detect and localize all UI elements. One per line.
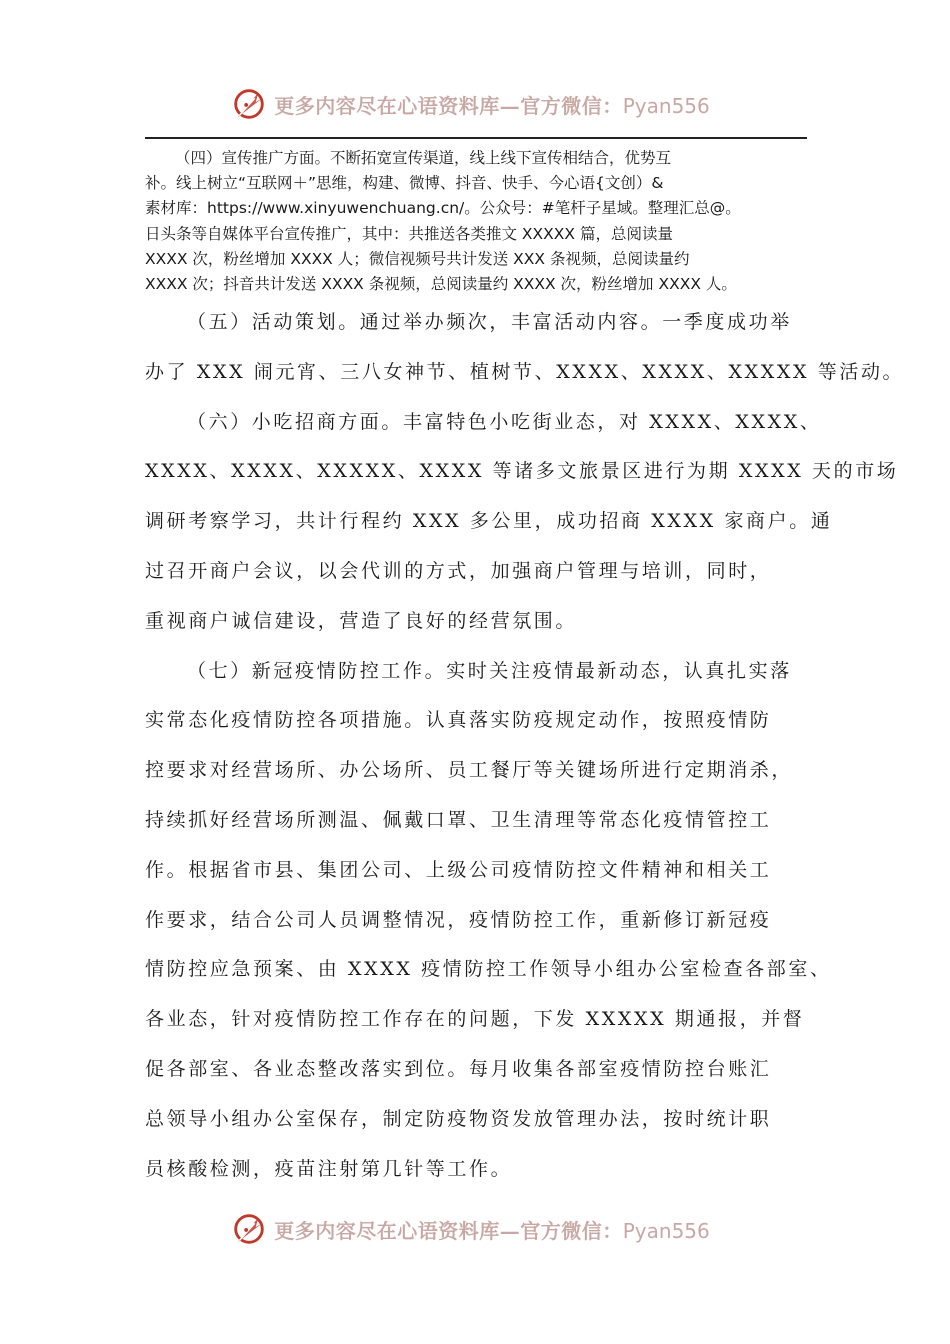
text-line: 办了 XXX 闹元宵、三八女神节、植树节、XXXX、XXXX、XXXXX 等活动。 [145,360,905,383]
header-banner [0,84,950,124]
text-line: 持续抓好经营场所测温、佩戴口罩、卫生清理等常态化疫情管控工 [145,808,772,831]
text-line: 补。线上树立“互联网＋”思维，构建、微博、抖音、快手、今心语{文创）& [145,174,664,193]
text-line: 总领导小组办公室保存，制定防疫物资发放管理办法，按时统计职 [145,1107,772,1130]
text-line: XXXX 次；抖音共计发送 XXXX 条视频，总阅读量约 XXXX 次，粉丝增加 XXXX 人。 [145,275,737,294]
text-line: 日头条等自媒体平台宣传推广，其中：共推送各类推文 XXXXX 篇，总阅读量 [145,224,673,243]
text-line: （五）活动策划。通过举办频次，丰富活动内容。一季度成功举 [187,311,792,333]
footer-banner [0,1209,950,1249]
text-line: 素材库：https://www.xinyuwenchuang.cn/。公众号：#笔杆子星域。整理汇总@。 [145,199,741,218]
text-line: XXXX、XXXX、XXXXX、XXXX 等诸多文旅景区进行为期 XXXX 天的市场 [145,460,899,483]
text-line: 过召开商户会议，以会代训的方式，加强商户管理与培训，同时， [145,559,772,582]
banner-text: 更多内容尽在心语资料库—官方微信：Pyan556 [274,93,710,118]
text-line: （四）宣传推广方面。不断拓宽宣传渠道，线上线下宣传相结合，优势互 [175,149,672,167]
banner-wechat-id: Pyan556 [622,1218,710,1243]
document-body [145,306,905,1202]
paragraph-promotion [145,146,815,297]
text-line: 员核酸检测，疫苗注射第几针等工作。 [145,1157,513,1180]
text-line: 各业态，针对疫情防控工作存在的问题，下发 XXXXX 期通报，并督 [145,1008,805,1031]
text-line: 重视商户诚信建设，营造了良好的经营氛围。 [145,609,578,632]
feather-pen-logo-icon [230,85,268,123]
text-line: XXXX 次，粉丝增加 XXXX 人；微信视频号共计发送 XXX 条视频，总阅读量约 [145,249,690,268]
text-line: 实常态化疫情防控各项措施。认真落实防疫规定动作，按照疫情防 [145,709,772,732]
banner-wechat-id: Pyan556 [622,93,710,118]
text-line: 调研考察学习，共计行程约 XXX 多公里，成功招商 XXXX 家商户。通 [145,510,833,533]
banner-text: 更多内容尽在心语资料库—官方微信：Pyan556 [274,1218,710,1243]
text-line: （七）新冠疫情防控工作。实时关注疫情最新动态，认真扎实落 [187,659,792,682]
text-line: （六）小吃招商方面。丰富特色小吃街业态，对 XXXX、XXXX、 [187,410,822,433]
text-line: 情防控应急预案、由 XXXX 疫情防控工作领导小组办公室检查各部室、 [145,958,832,981]
text-line: 促各部室、各业态整改落实到位。每月收集各部室疫情防控台账汇 [145,1057,772,1080]
feather-pen-logo-icon [230,1210,268,1248]
text-line: 控要求对经营场所、办公场所、员工餐厅等关键场所进行定期消杀， [145,759,794,782]
header-divider [145,137,807,139]
text-line: 作。根据省市县、集团公司、上级公司疫情防控文件精神和相关工 [145,858,772,881]
text-line: 作要求，结合公司人员调整情况，疫情防控工作，重新修订新冠疫 [145,908,772,931]
